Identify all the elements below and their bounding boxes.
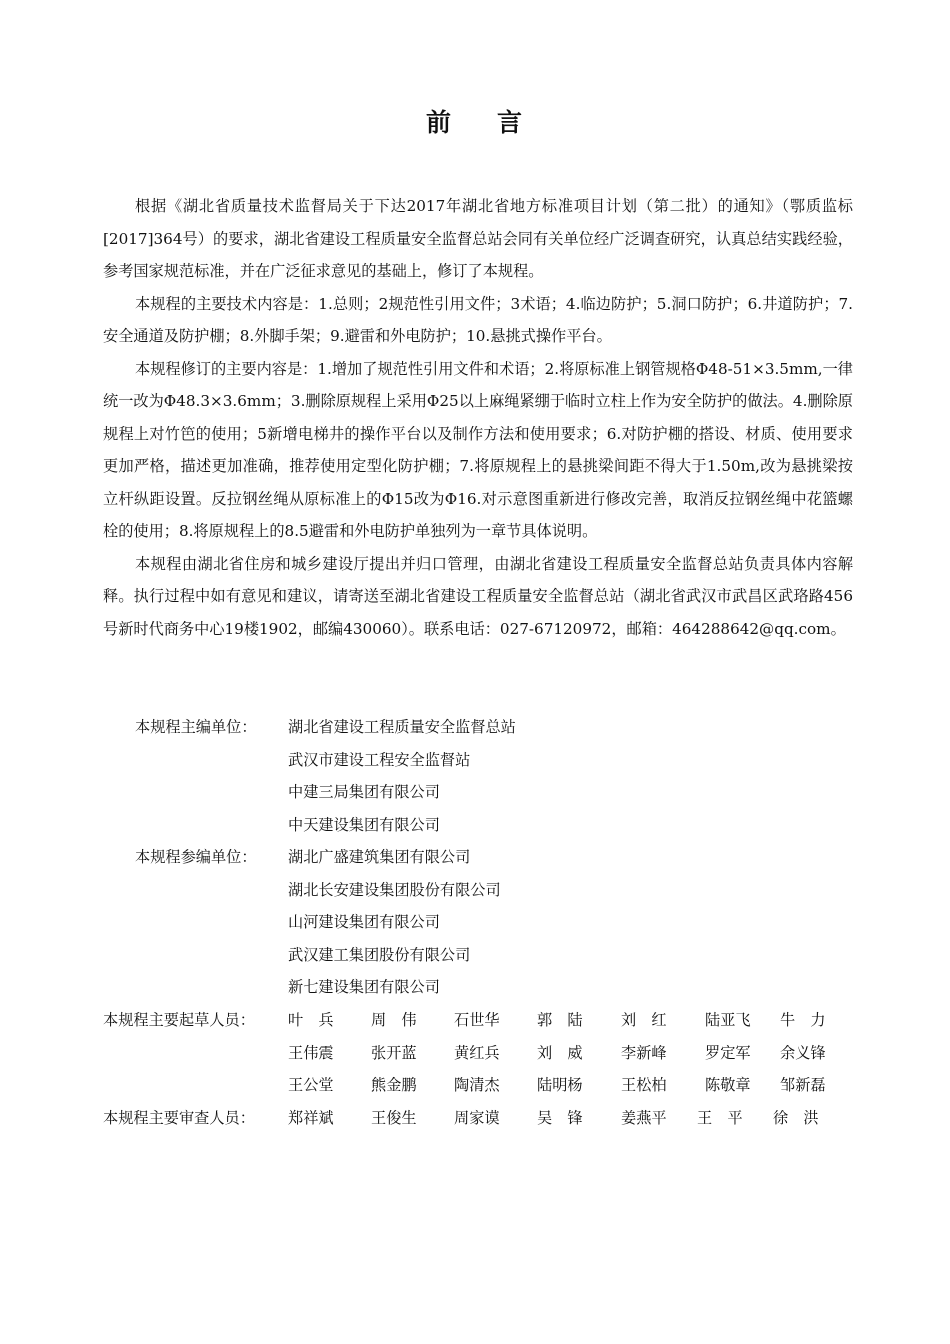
drafter-name: 李新峰 <box>621 1043 667 1062</box>
page-title <box>0 103 950 139</box>
title-char: 前 <box>425 108 453 137</box>
reviewer-name: 王 平 <box>697 1108 743 1127</box>
drafter-name: 王伟震 <box>288 1043 334 1062</box>
paragraph-main-content: 本规程的主要技术内容是：1.总则；2规范性引用文件；3术语；4.临边防护；5.洞口防护；6.井道防护；7.安全通道及防护棚；8.外脚手架；9.避雷和外电防护；10.悬挑式操作平台。 <box>103 294 853 345</box>
chief-unit: 武汉市建设工程安全监督站 <box>288 750 471 769</box>
paragraph-revisions: 本规程修订的主要内容是：1.增加了规范性引用文件和术语；2.将原标准上钢管规格Φ48-51×3.5mm,一律统一改为Φ48.3×3.6mm；3.删除原规程上采用Φ25以上麻绳紧绷于临时立柱上作为安全防护的做法。4.删除原规程上对竹笆的使用；5新增电梯井的操作平台以及制作方法和使用要求；6.对防护棚的搭设、材质、使用要求更加严格，描述更加准确，推荐使用定型化防护棚；7.将原规程上的悬挑梁间距不得大于1.50m,改为悬挑梁按立杆纵距设置。反拉钢丝绳从原标准上的Φ15改为Φ16.对示意图重新进行修改完善，取消反拉钢丝绳中花篮螺栓的使用；8.将原规程上的8.5避雷和外电防护单独列为一章节具体说明。 <box>103 359 853 540</box>
paragraph-management: 本规程由湖北省住房和城乡建设厅提出并归口管理，由湖北省建设工程质量安全监督总站负责具体内容解释。执行过程中如有意见和建议，请寄送至湖北省建设工程质量安全监督总站（湖北省武汉市武昌区武珞路456号新时代商务中心19楼1902，邮编430060）。联系电话：027-67120972，邮箱：464288642@qq.com。 <box>103 554 853 638</box>
participating-unit: 山河建设集团有限公司 <box>288 913 440 932</box>
drafter-name: 周 伟 <box>371 1011 417 1029</box>
reviewer-name: 徐 洪 <box>773 1108 819 1127</box>
reviewer-name: 王俊生 <box>371 1108 417 1127</box>
drafter-name: 刘 威 <box>537 1043 583 1062</box>
drafter-name: 熊金鹏 <box>371 1076 417 1095</box>
drafter-name: 余义锋 <box>780 1043 826 1062</box>
participating-units-section <box>103 841 863 1004</box>
drafter-name: 郭 陆 <box>537 1011 583 1029</box>
chief-units-label: 本规程主编单位： <box>135 718 257 736</box>
drafter-name: 陶清杰 <box>454 1076 500 1095</box>
reviewers-label: 本规程主要审查人员： <box>103 1108 255 1127</box>
participating-unit: 湖北长安建设集团股份有限公司 <box>288 880 501 899</box>
drafter-name: 王松柏 <box>621 1076 667 1095</box>
reviewer-name: 郑祥斌 <box>288 1108 334 1127</box>
chief-units-section <box>103 711 863 841</box>
drafter-name: 黄红兵 <box>454 1043 500 1062</box>
drafter-name: 张开蓝 <box>371 1043 417 1062</box>
drafter-name: 牛 力 <box>780 1011 826 1029</box>
drafter-name: 罗定军 <box>705 1043 751 1062</box>
drafter-name: 王公堂 <box>288 1076 334 1095</box>
drafter-name: 陈敬章 <box>705 1076 751 1095</box>
participating-unit: 武汉建工集团股份有限公司 <box>288 945 471 964</box>
drafter-name: 刘 红 <box>621 1011 667 1029</box>
reviewer-name: 周家谟 <box>454 1108 500 1127</box>
reviewer-name: 姜燕平 <box>621 1108 667 1127</box>
drafters-section <box>103 1004 863 1134</box>
drafter-name: 石世华 <box>454 1011 500 1029</box>
chief-unit: 湖北省建设工程质量安全监督总站 <box>288 718 516 736</box>
title-char: 言 <box>497 108 525 137</box>
drafters-label: 本规程主要起草人员： <box>103 1011 255 1029</box>
drafter-name: 邹新磊 <box>780 1076 826 1095</box>
participating-unit: 湖北广盛建筑集团有限公司 <box>288 848 471 866</box>
chief-unit: 中建三局集团有限公司 <box>288 783 440 802</box>
participating-unit: 新七建设集团有限公司 <box>288 978 440 997</box>
chief-unit: 中天建设集团有限公司 <box>288 815 440 834</box>
drafter-name: 叶 兵 <box>288 1011 334 1029</box>
preface-body <box>103 190 853 645</box>
drafter-name: 陆明杨 <box>537 1076 583 1095</box>
participating-units-label: 本规程参编单位： <box>135 848 257 866</box>
paragraph-basis: 根据《湖北省质量技术监督局关于下达2017年湖北省地方标准项目计划（第二批）的通知》（鄂质监标[2017]364号）的要求，湖北省建设工程质量安全监督总站会同有关单位经广泛调查研究，认真总结实践经验，参考国家规范标准，并在广泛征求意见的基础上，修订了本规程。 <box>103 197 853 280</box>
drafter-name: 陆亚飞 <box>705 1011 751 1029</box>
reviewer-name: 吴 锋 <box>537 1108 583 1127</box>
